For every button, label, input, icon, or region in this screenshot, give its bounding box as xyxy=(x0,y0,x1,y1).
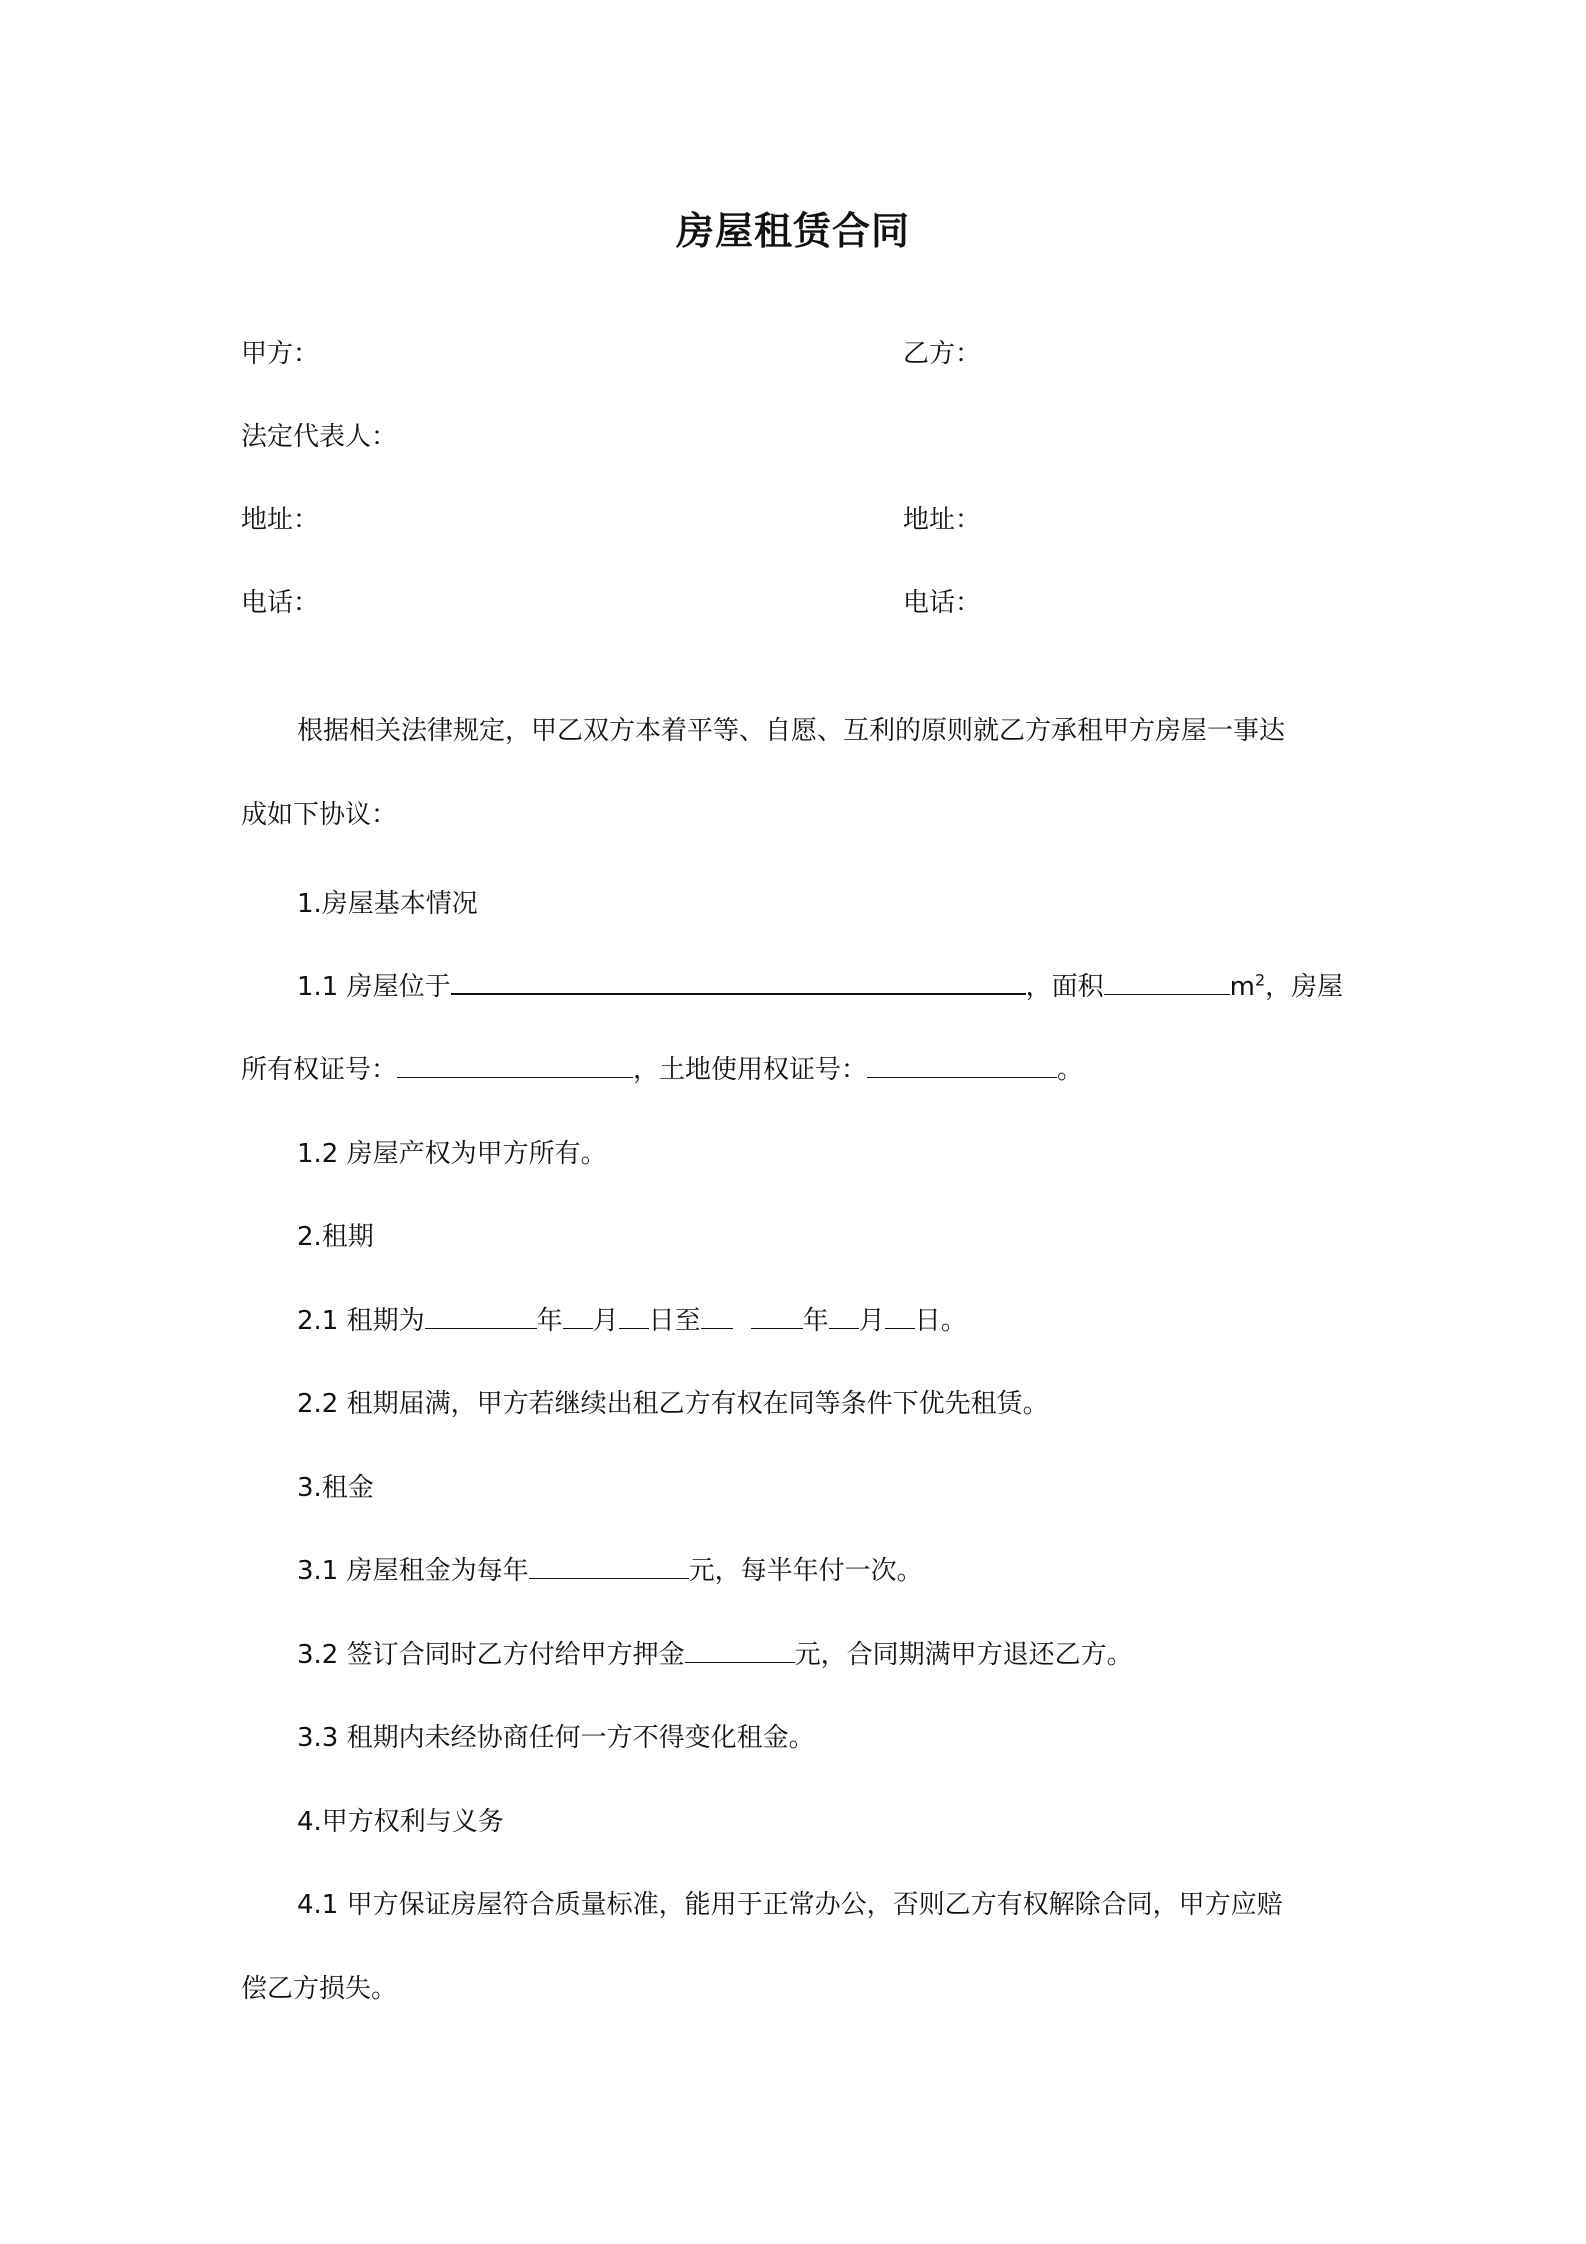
deposit-suffix: 元，合同期满甲方退还乙方。 xyxy=(794,1640,1133,1670)
end-year-blank-b xyxy=(751,1306,803,1329)
clause-2-2: 2.2 租期届满，甲方若继续出租乙方有权在同等条件下优先租赁。 xyxy=(297,1389,1049,1419)
annual-rent-suffix: 元，每半年付一次。 xyxy=(688,1556,923,1586)
location-blank xyxy=(451,971,1026,995)
end-day-label: 日。 xyxy=(914,1306,967,1336)
end-day-blank xyxy=(885,1306,915,1329)
annual-rent-label: 3.1 房屋租金为每年 xyxy=(297,1556,529,1586)
section-1-heading: 1.房屋基本情况 xyxy=(297,889,478,919)
start-day-blank xyxy=(619,1306,649,1329)
clause-3-3: 3.3 租期内未经协商任何一方不得变化租金。 xyxy=(297,1723,815,1753)
clause-3-2 xyxy=(297,1639,1133,1671)
ownership-cert-blank xyxy=(397,1055,633,1078)
clause-2-1 xyxy=(297,1305,967,1337)
section-4-heading: 4.甲方权利与义务 xyxy=(297,1807,504,1837)
party-a-address-label: 地址： xyxy=(241,505,320,535)
area-unit-superscript: 2 xyxy=(1254,970,1266,990)
area-unit: m xyxy=(1229,972,1255,1002)
section-3-heading: 3.租金 xyxy=(297,1473,374,1503)
clause-1-2: 1.2 房屋产权为甲方所有。 xyxy=(297,1139,607,1169)
legal-representative-label: 法定代表人： xyxy=(241,422,398,452)
annual-rent-blank xyxy=(529,1556,689,1579)
lease-term-label: 2.1 租期为 xyxy=(297,1306,425,1336)
end-month-blank xyxy=(829,1306,859,1329)
end-year-label: 年 xyxy=(802,1306,829,1336)
area-blank xyxy=(1104,972,1230,995)
land-use-cert-blank xyxy=(867,1055,1057,1078)
deposit-blank xyxy=(685,1640,795,1663)
clause-1-1-house-label: ，房屋 xyxy=(1265,972,1344,1002)
party-b-phone-label: 电话： xyxy=(903,588,982,618)
ownership-cert-label: 所有权证号： xyxy=(241,1055,398,1085)
party-b-label: 乙方： xyxy=(903,339,982,369)
start-year-blank xyxy=(425,1306,537,1329)
clause-1-1-line-2 xyxy=(241,1054,1083,1086)
clause-3-1 xyxy=(297,1555,923,1587)
land-use-cert-label: ，土地使用权证号： xyxy=(633,1055,868,1085)
clause-1-1-end: 。 xyxy=(1057,1055,1084,1085)
preamble-line-2: 成如下协议： xyxy=(241,800,398,830)
page-title: 房屋租赁合同 xyxy=(675,209,910,253)
end-month-label: 月 xyxy=(858,1306,885,1336)
clause-1-1-location-label: 1.1 房屋位于 xyxy=(297,972,451,1002)
end-year-blank-a xyxy=(701,1306,733,1329)
start-month-blank xyxy=(563,1306,593,1329)
start-month-label: 月 xyxy=(592,1306,619,1336)
party-b-address-label: 地址： xyxy=(903,505,982,535)
clause-1-1-line-1 xyxy=(297,971,1343,1003)
start-day-label: 日至 xyxy=(648,1306,701,1336)
deposit-label: 3.2 签订合同时乙方付给甲方押金 xyxy=(297,1640,685,1670)
party-a-label: 甲方： xyxy=(241,339,320,369)
start-year-label: 年 xyxy=(536,1306,563,1336)
preamble-line-1: 根据相关法律规定，甲乙双方本着平等、自愿、互利的原则就乙方承租甲方房屋一事达 xyxy=(297,716,1286,746)
section-2-heading: 2.租期 xyxy=(297,1222,374,1252)
party-a-phone-label: 电话： xyxy=(241,588,320,618)
clause-4-1-line-1: 4.1 甲方保证房屋符合质量标准，能用于正常办公，否则乙方有权解除合同，甲方应赔 xyxy=(297,1890,1283,1920)
clause-4-1-line-2: 偿乙方损失。 xyxy=(241,1974,398,2004)
clause-1-1-area-label: ，面积 xyxy=(1025,972,1104,1002)
